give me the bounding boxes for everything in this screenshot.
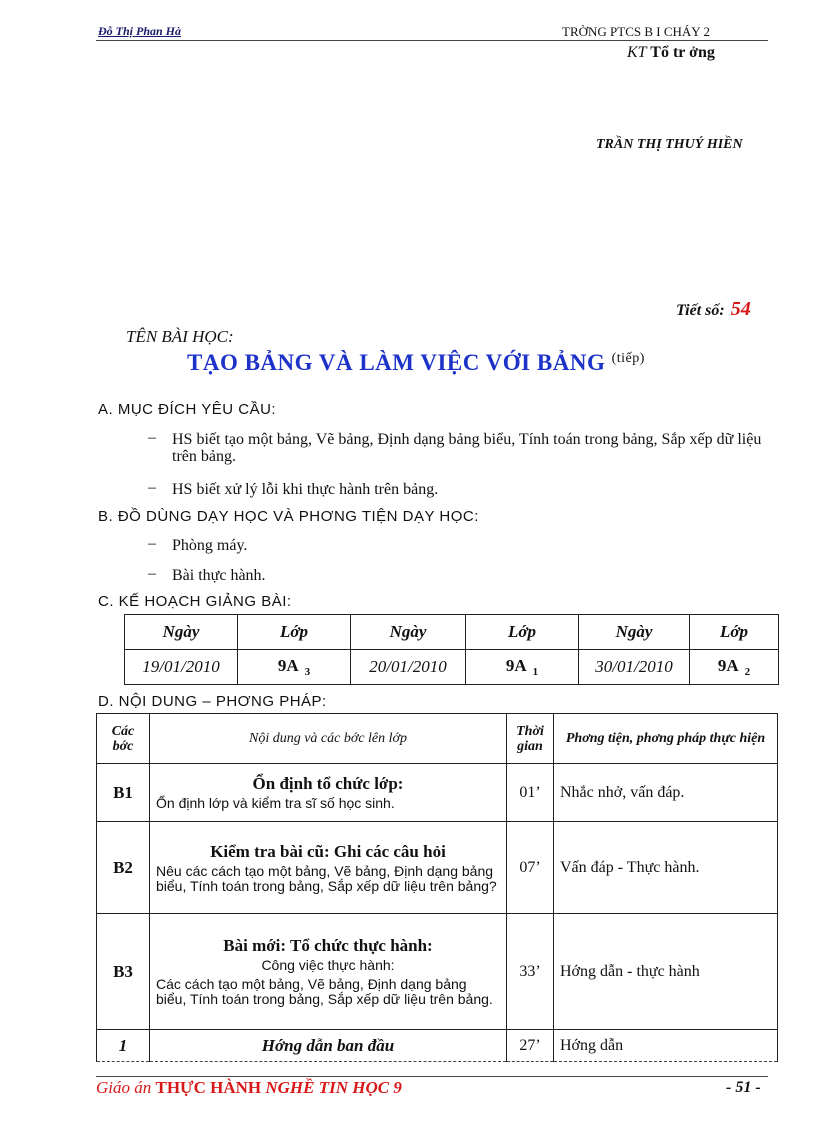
header-method: Phơng tiện, phơng pháp thực hiện	[554, 714, 778, 764]
section-b-item-text: Bài thực hành.	[172, 567, 266, 584]
content-row	[97, 1030, 778, 1062]
section-d-title: D. NỘI DUNG – PHƠNG PHÁP:	[98, 693, 327, 710]
row-method: Hớng dẫn - thực hành	[554, 914, 778, 1030]
section-a-title: A. MỤC ĐÍCH YÊU CẦU:	[98, 401, 277, 418]
row-time: 01’	[507, 764, 554, 822]
lesson-number-value: 54	[730, 298, 751, 320]
row-step: B3	[97, 914, 150, 1030]
header-author: Đỗ Thị Phan Hà	[98, 24, 182, 38]
header-steps: Các bớc	[97, 714, 150, 764]
row-heading: Kiểm tra bài cũ: Ghi các câu hỏi	[210, 841, 446, 861]
schedule-header-cell: Ngày	[351, 615, 466, 650]
row-step: B2	[97, 822, 150, 914]
approver-role-text: Tổ tr ởng	[650, 44, 715, 61]
header-school: TRỜNG PTCS B I CHÁY 2	[562, 24, 710, 39]
footer-subject-text	[156, 1078, 402, 1097]
row-method: Vấn đáp - Thực hành.	[554, 822, 778, 914]
content-row	[97, 914, 778, 1030]
row-time: 33’	[507, 914, 554, 1030]
class-subscript: 1	[532, 666, 539, 679]
lesson-title-text: TẠO BẢNG VÀ LÀM VIỆC VỚI BẢNG	[187, 350, 606, 375]
row-step: 1	[97, 1030, 150, 1062]
header-content: Nội dung và các bớc lên lớp	[150, 714, 507, 764]
lesson-name-label: TÊN BÀI HỌC:	[126, 327, 234, 346]
lesson-number-label: Tiết số:	[676, 302, 725, 319]
lesson-title-suffix: (tiếp)	[611, 351, 645, 366]
dash-bullet-icon: –	[148, 535, 156, 552]
row-subheading: Công việc thực hành:	[261, 957, 395, 973]
section-b-title: B. ĐỒ DÙNG DẠY HỌC VÀ PHƠNG TIỆN DẠY HỌC:	[98, 508, 479, 525]
schedule-class-cell	[238, 650, 351, 685]
lesson-number	[676, 298, 751, 321]
footer-subject-upright: THỰC HÀNH	[155, 1078, 262, 1097]
schedule-header-cell: Lớp	[466, 615, 579, 650]
lesson-title	[187, 350, 645, 376]
schedule-row	[125, 650, 779, 685]
row-text: Các cách tạo một bảng, Vẽ bảng, Định dạng bảng biểu, Tính toán trong bảng, Sắp xếp dữ liệu trên bảng.	[156, 976, 493, 1007]
content-table	[96, 713, 778, 1062]
schedule-date-cell: 30/01/2010	[579, 650, 690, 685]
schedule-date-cell: 19/01/2010	[125, 650, 238, 685]
schedule-header-cell: Lớp	[690, 615, 779, 650]
schedule-header-cell: Ngày	[125, 615, 238, 650]
content-header-row	[97, 714, 778, 764]
dash-bullet-icon: –	[148, 429, 156, 446]
row-text: Ổn định lớp và kiểm tra sĩ số học sinh.	[156, 795, 395, 811]
page-number: - 51 -	[726, 1079, 761, 1096]
schedule-class-cell	[690, 650, 779, 685]
row-time: 07’	[507, 822, 554, 914]
footer-subject-italic: NGHỀ TIN HỌC 9	[265, 1078, 402, 1097]
content-row	[97, 764, 778, 822]
class-name: 9A	[717, 655, 739, 675]
section-a-item-text: HS biết tạo một bảng, Vẽ bảng, Định dạng bảng biểu, Tính toán trong bảng, Sắp xếp dữ liệu trên bảng.	[172, 431, 762, 465]
row-content	[150, 822, 507, 914]
row-content	[150, 1030, 507, 1062]
header-divider	[96, 40, 768, 41]
section-a-item-text: HS biết xử lý lỗi khi thực hành trên bảng.	[172, 481, 439, 498]
row-content	[150, 914, 507, 1030]
class-subscript: 2	[744, 666, 751, 679]
approver-prefix: KT	[627, 44, 647, 61]
footer-divider	[96, 1076, 768, 1077]
content-row	[97, 822, 778, 914]
row-heading: Bài mới: Tổ chức thực hành:	[223, 936, 433, 955]
row-step: B1	[97, 764, 150, 822]
row-time: 27’	[507, 1030, 554, 1062]
dash-bullet-icon: –	[148, 565, 156, 582]
approver-role	[627, 44, 715, 62]
class-subscript: 3	[304, 666, 311, 679]
row-heading: Ổn định tổ chức lớp:	[252, 774, 404, 793]
footer-subject	[96, 1078, 402, 1098]
schedule-header-row	[125, 615, 779, 650]
class-name: 9A	[505, 655, 527, 675]
schedule-header-cell: Lớp	[238, 615, 351, 650]
row-heading: Hớng dẫn ban đầu	[261, 1035, 395, 1055]
row-method: Nhắc nhở, vấn đáp.	[554, 764, 778, 822]
dash-bullet-icon: –	[148, 479, 156, 496]
row-content	[150, 764, 507, 822]
footer-prefix: Giáo án	[96, 1078, 152, 1097]
schedule-class-cell	[466, 650, 579, 685]
approver-name: TRẦN THỊ THUÝ HIỀN	[596, 137, 743, 152]
section-b-item-text: Phòng máy.	[172, 537, 248, 554]
schedule-table	[124, 614, 779, 685]
header-time: Thời gian	[507, 714, 554, 764]
row-text: Nêu các cách tạo một bảng, Vẽ bảng, Định dạng bảng biểu, Tính toán trong bảng, Sắp xếp dữ liệu trên bảng?	[156, 862, 497, 894]
schedule-header-cell: Ngày	[579, 615, 690, 650]
schedule-date-cell: 20/01/2010	[351, 650, 466, 685]
class-name: 9A	[277, 655, 299, 675]
section-c-title: C. KẾ HOẠCH GIẢNG BÀI:	[98, 593, 292, 610]
row-method: Hớng dẫn	[554, 1030, 778, 1062]
